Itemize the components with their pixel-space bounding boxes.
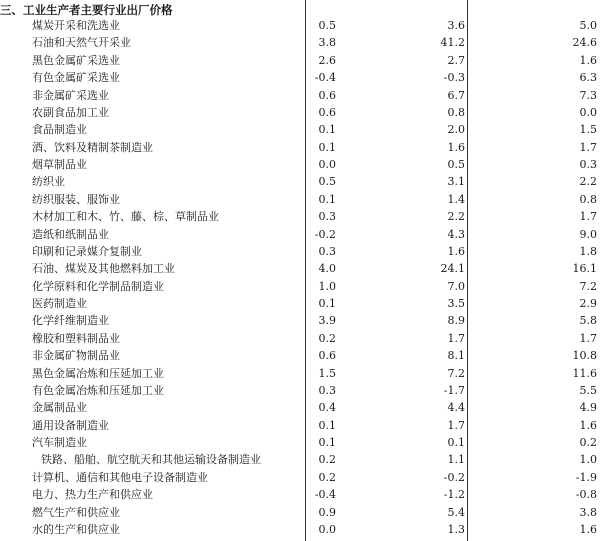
industry-name: 金属制品业 (32, 401, 87, 415)
value-col-3: 1.5 (579, 123, 597, 137)
industry-name: 通用设备制造业 (32, 418, 109, 432)
industry-name: 计算机、通信和其他电子设备制造业 (32, 470, 208, 484)
value-col-1: 2.6 (318, 53, 336, 67)
table-row (0, 260, 600, 277)
value-col-2: 2.7 (447, 53, 465, 67)
value-col-1: 0.0 (318, 158, 336, 171)
value-col-3: 0.2 (579, 436, 597, 449)
value-col-2: 7.0 (447, 279, 465, 293)
industry-name: 造纸和纸制品业 (32, 227, 109, 241)
industry-name: 木材加工和木、竹、藤、棕、草制品业 (32, 210, 219, 224)
table-row (0, 208, 600, 225)
value-col-1: 0.3 (318, 383, 336, 397)
value-col-2: 4.4 (447, 401, 465, 415)
value-col-2: 5.4 (447, 505, 465, 519)
value-col-2: 7.2 (447, 366, 465, 380)
value-col-1: 4.0 (318, 262, 336, 276)
value-col-2: 8.9 (447, 314, 465, 328)
industry-name: 农副食品加工业 (32, 105, 109, 119)
table-row (0, 451, 600, 468)
value-col-2: 3.1 (447, 175, 465, 189)
industry-name: 汽车制造业 (32, 436, 87, 449)
table-row (0, 156, 600, 173)
industry-name: 印刷和记录媒介复制业 (32, 244, 142, 258)
table-row (0, 521, 600, 538)
value-col-2: 2.2 (447, 210, 465, 224)
value-col-1: -0.4 (314, 488, 336, 502)
value-col-1: 0.5 (318, 19, 336, 32)
value-col-3: 16.1 (572, 262, 597, 276)
table-row (0, 399, 600, 416)
value-col-3: 10.8 (572, 349, 597, 363)
industry-name: 酒、饮料及精制茶制造业 (32, 140, 153, 154)
value-col-1: 1.0 (318, 279, 336, 293)
value-col-3: 6.3 (579, 71, 597, 85)
value-col-2: 1.7 (447, 418, 465, 432)
value-col-3: 5.0 (579, 19, 597, 32)
industry-name: 有色金属矿采选业 (32, 71, 120, 85)
industry-name: 非金属矿采选业 (32, 88, 109, 102)
section-title: 三、工业生产者主要行业出厂价格 (0, 3, 173, 17)
value-col-2: 41.2 (440, 36, 465, 50)
value-col-3: 1.0 (579, 453, 597, 467)
value-col-3: 3.8 (579, 505, 597, 519)
value-col-1: 0.1 (318, 123, 336, 137)
value-col-2: 0.5 (447, 158, 465, 171)
value-col-1: 0.6 (318, 105, 336, 119)
industry-name: 水的生产和供应业 (32, 522, 120, 536)
table-row (0, 382, 600, 399)
value-col-1: 0.6 (318, 349, 336, 363)
value-col-1: 0.5 (318, 175, 336, 189)
value-col-1: 0.4 (318, 401, 336, 415)
industry-name: 橡胶和塑料制品业 (32, 331, 120, 345)
industry-name: 煤炭开采和洗选业 (32, 19, 120, 32)
value-col-3: 9.0 (579, 227, 597, 241)
table-row (0, 417, 600, 434)
table-row (0, 504, 600, 521)
value-col-3: 0.3 (579, 158, 597, 171)
value-col-2: 0.1 (447, 436, 465, 449)
value-col-3: 5.8 (579, 314, 597, 328)
value-col-3: 1.7 (579, 210, 597, 224)
industry-name: 纺织业 (32, 175, 65, 189)
value-col-3: 1.6 (579, 53, 597, 67)
value-col-1: -0.2 (314, 227, 336, 241)
value-col-1: 0.1 (318, 297, 336, 310)
table-row (0, 121, 600, 138)
value-col-1: 0.2 (318, 470, 336, 484)
table-row (0, 469, 600, 486)
value-col-3: 0.8 (579, 192, 597, 206)
table-row (0, 278, 600, 295)
industry-name: 电力、热力生产和供应业 (32, 488, 153, 502)
industry-name: 铁路、船舶、航空航天和其他运输设备制造业 (41, 453, 261, 467)
value-col-1: 0.9 (318, 505, 336, 519)
value-col-2: -1.7 (443, 383, 465, 397)
value-col-3: 5.5 (579, 383, 597, 397)
value-col-2: 1.7 (447, 331, 465, 345)
value-col-2: 1.4 (447, 192, 465, 206)
value-col-1: 0.3 (318, 210, 336, 224)
value-col-3: 1.8 (579, 244, 597, 258)
value-col-2: -0.2 (443, 470, 465, 484)
value-col-3: 2.2 (579, 175, 597, 189)
price-table (0, 17, 600, 538)
table-row (0, 104, 600, 121)
value-col-3: 7.3 (579, 88, 597, 102)
value-col-3: 0.0 (579, 105, 597, 119)
value-col-2: 3.5 (447, 297, 465, 310)
value-col-1: 0.3 (318, 244, 336, 258)
table-row (0, 52, 600, 69)
value-col-1: 3.9 (318, 314, 336, 328)
industry-name: 纺织服装、服饰业 (32, 192, 120, 206)
value-col-2: 24.1 (440, 262, 465, 276)
industry-name: 烟草制品业 (32, 158, 87, 171)
table-row (0, 87, 600, 104)
value-col-1: 0.1 (318, 418, 336, 432)
industry-name: 黑色金属冶炼和压延加工业 (32, 366, 164, 380)
value-col-1: -0.4 (314, 71, 336, 85)
value-col-2: 4.3 (447, 227, 465, 241)
value-col-3: 7.2 (579, 279, 597, 293)
table-row (0, 34, 600, 51)
value-col-2: 8.1 (447, 349, 465, 363)
table-row (0, 347, 600, 364)
value-col-3: 1.7 (579, 331, 597, 345)
table-row (0, 312, 600, 329)
value-col-2: 1.1 (447, 453, 465, 467)
value-col-2: 3.6 (447, 19, 465, 32)
value-col-2: 2.0 (447, 123, 465, 137)
table-row (0, 295, 600, 312)
value-col-1: 1.5 (318, 366, 336, 380)
table-row (0, 243, 600, 260)
value-col-3: 1.6 (579, 522, 597, 536)
value-col-1: 0.1 (318, 192, 336, 206)
value-col-2: -0.3 (443, 71, 465, 85)
table-row (0, 173, 600, 190)
table-row (0, 139, 600, 156)
industry-name: 食品制造业 (32, 123, 87, 137)
value-col-3: 4.9 (579, 401, 597, 415)
industry-name: 燃气生产和供应业 (32, 505, 120, 519)
table-row (0, 226, 600, 243)
table-row (0, 486, 600, 503)
value-col-1: 0.6 (318, 88, 336, 102)
table-row (0, 365, 600, 382)
value-col-2: 1.3 (447, 522, 465, 536)
value-col-3: 1.6 (579, 418, 597, 432)
value-col-2: 0.8 (447, 105, 465, 119)
table-row (0, 434, 600, 451)
value-col-1: 0.1 (318, 436, 336, 449)
value-col-2: 1.6 (447, 140, 465, 154)
value-col-2: -1.2 (443, 488, 465, 502)
industry-name: 化学原料和化学制品制造业 (32, 279, 164, 293)
industry-name: 化学纤维制造业 (32, 314, 109, 328)
value-col-3: 1.7 (579, 140, 597, 154)
value-col-3: -0.8 (575, 488, 597, 502)
table-row (0, 191, 600, 208)
industry-name: 非金属矿物制品业 (32, 349, 120, 363)
value-col-3: 24.6 (572, 36, 597, 50)
value-col-3: 11.6 (572, 366, 597, 380)
industry-name: 有色金属冶炼和压延加工业 (32, 383, 164, 397)
value-col-3: -1.9 (575, 470, 597, 484)
value-col-1: 0.2 (318, 331, 336, 345)
value-col-3: 2.9 (579, 297, 597, 310)
industry-name: 石油、煤炭及其他燃料加工业 (32, 262, 175, 276)
table-row (0, 330, 600, 347)
industry-name: 黑色金属矿采选业 (32, 53, 120, 67)
table-row (0, 69, 600, 86)
value-col-1: 0.0 (318, 522, 336, 536)
value-col-1: 0.1 (318, 140, 336, 154)
value-col-2: 6.7 (447, 88, 465, 102)
value-col-2: 1.6 (447, 244, 465, 258)
value-col-1: 0.2 (318, 453, 336, 467)
industry-name: 医药制造业 (32, 297, 87, 310)
value-col-1: 3.8 (318, 36, 336, 50)
table-row (0, 17, 600, 34)
industry-name: 石油和天然气开采业 (32, 36, 131, 50)
